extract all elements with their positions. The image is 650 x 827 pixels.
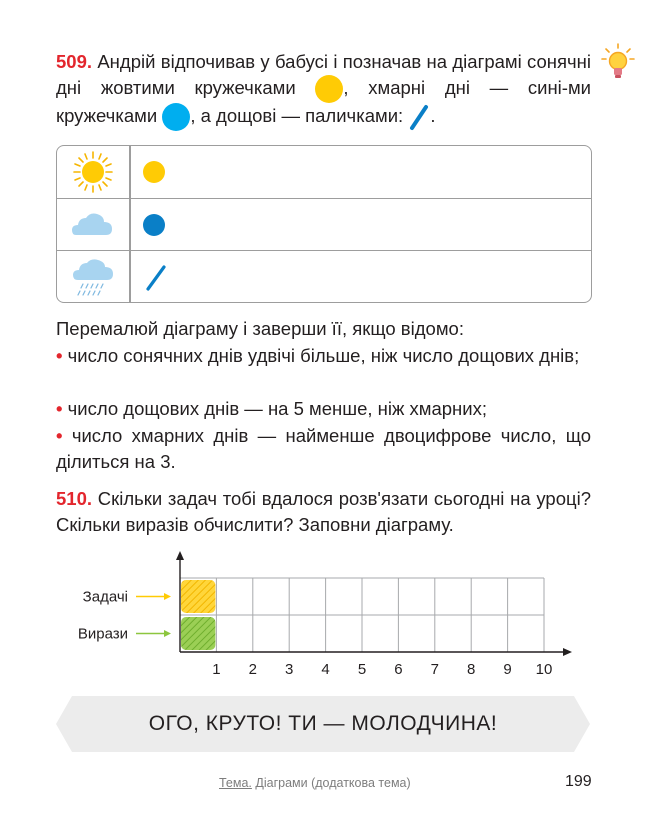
bullet-icon: •	[56, 425, 63, 446]
task-510-text	[56, 486, 591, 538]
bar-chart	[60, 548, 580, 683]
chart-axes	[176, 551, 572, 656]
arrow-head	[164, 630, 171, 637]
footer-topic: Діаграми (додаткова тема)	[255, 776, 411, 790]
x-tick-label: 3	[285, 661, 294, 678]
x-tick-label: 9	[503, 661, 512, 678]
task-509-number: 509.	[56, 51, 93, 72]
praise-banner	[56, 696, 590, 752]
blue-circle-mark	[143, 214, 165, 236]
bullet-item	[56, 343, 591, 369]
bullet-icon: •	[56, 345, 63, 366]
x-tick-label: 5	[357, 661, 367, 678]
weather-legend-table	[56, 145, 592, 303]
x-tick-label: 10	[535, 661, 553, 678]
yellow-circle-mark	[143, 161, 165, 183]
y-axis-arrow	[176, 551, 184, 560]
blue-stick-mark	[143, 263, 169, 293]
task-509-text-part-4: .	[430, 105, 436, 127]
footer-label: Тема.	[219, 776, 252, 790]
chart-grid	[180, 578, 544, 652]
chart-category-labels	[78, 589, 171, 643]
category-label: Вирази	[77, 625, 128, 643]
legend-row-sunny	[57, 146, 591, 198]
rain-cloud-icon	[69, 255, 117, 299]
chart-tick-labels	[212, 661, 552, 678]
x-tick-label: 8	[467, 661, 476, 678]
legend-divider	[129, 146, 131, 302]
arrow-head	[164, 593, 171, 600]
legend-row-cloudy	[57, 198, 591, 251]
x-tick-label: 2	[248, 661, 257, 678]
task-510-number: 510.	[56, 488, 93, 509]
x-axis-arrow	[563, 648, 572, 656]
page-number: 199	[565, 773, 592, 790]
blue-circle-icon	[162, 103, 190, 131]
page-footer	[219, 776, 411, 790]
cloud-icon	[69, 203, 117, 247]
sun-icon	[69, 150, 117, 194]
category-label: Задачі	[82, 588, 128, 606]
bar-expressions	[181, 617, 215, 650]
blue-stick-icon	[408, 103, 430, 131]
bullet-item	[56, 423, 591, 475]
bullet-text-3: число хмарних днів — найменше двоцифрове число, що ділиться на 3.	[56, 425, 592, 472]
x-tick-label: 6	[394, 661, 403, 678]
x-tick-label: 1	[212, 661, 221, 678]
task-509-text-part-1: Андрій відпочивав у бабусі і позначав на діаграмі сонячні дні жовтими кружечками	[56, 51, 591, 98]
task-509-text-part-2: , хмарні дні — сині-ми кружечками	[56, 77, 592, 127]
bullet-item	[56, 396, 591, 422]
task-509-instruction: Перемалюй діаграму і заверши її, якщо відомо:	[56, 318, 464, 339]
bar-tasks	[181, 580, 215, 613]
task-510-question: Скільки задач тобі вдалося розв'язати сьогодні на уроці? Скільки виразів обчислити? Заповни діаграму.	[56, 488, 592, 535]
bullet-icon: •	[56, 398, 63, 419]
x-tick-label: 4	[321, 661, 330, 678]
task-509-text	[56, 49, 591, 131]
lightbulb-icon	[600, 42, 636, 82]
banner-text: ОГО, КРУТО! ТИ — МОЛОДЧИНА!	[148, 712, 498, 735]
x-tick-label: 7	[430, 661, 439, 678]
yellow-circle-icon	[315, 75, 343, 103]
bullet-text-1: число сонячних днів удвічі більше, ніж число дощових днів;	[67, 345, 580, 366]
bullet-text-2: число дощових днів — на 5 менше, ніж хмарних;	[67, 398, 487, 419]
legend-row-rainy	[57, 250, 591, 303]
task-509-text-part-3: , а дощові — паличками:	[190, 105, 404, 127]
